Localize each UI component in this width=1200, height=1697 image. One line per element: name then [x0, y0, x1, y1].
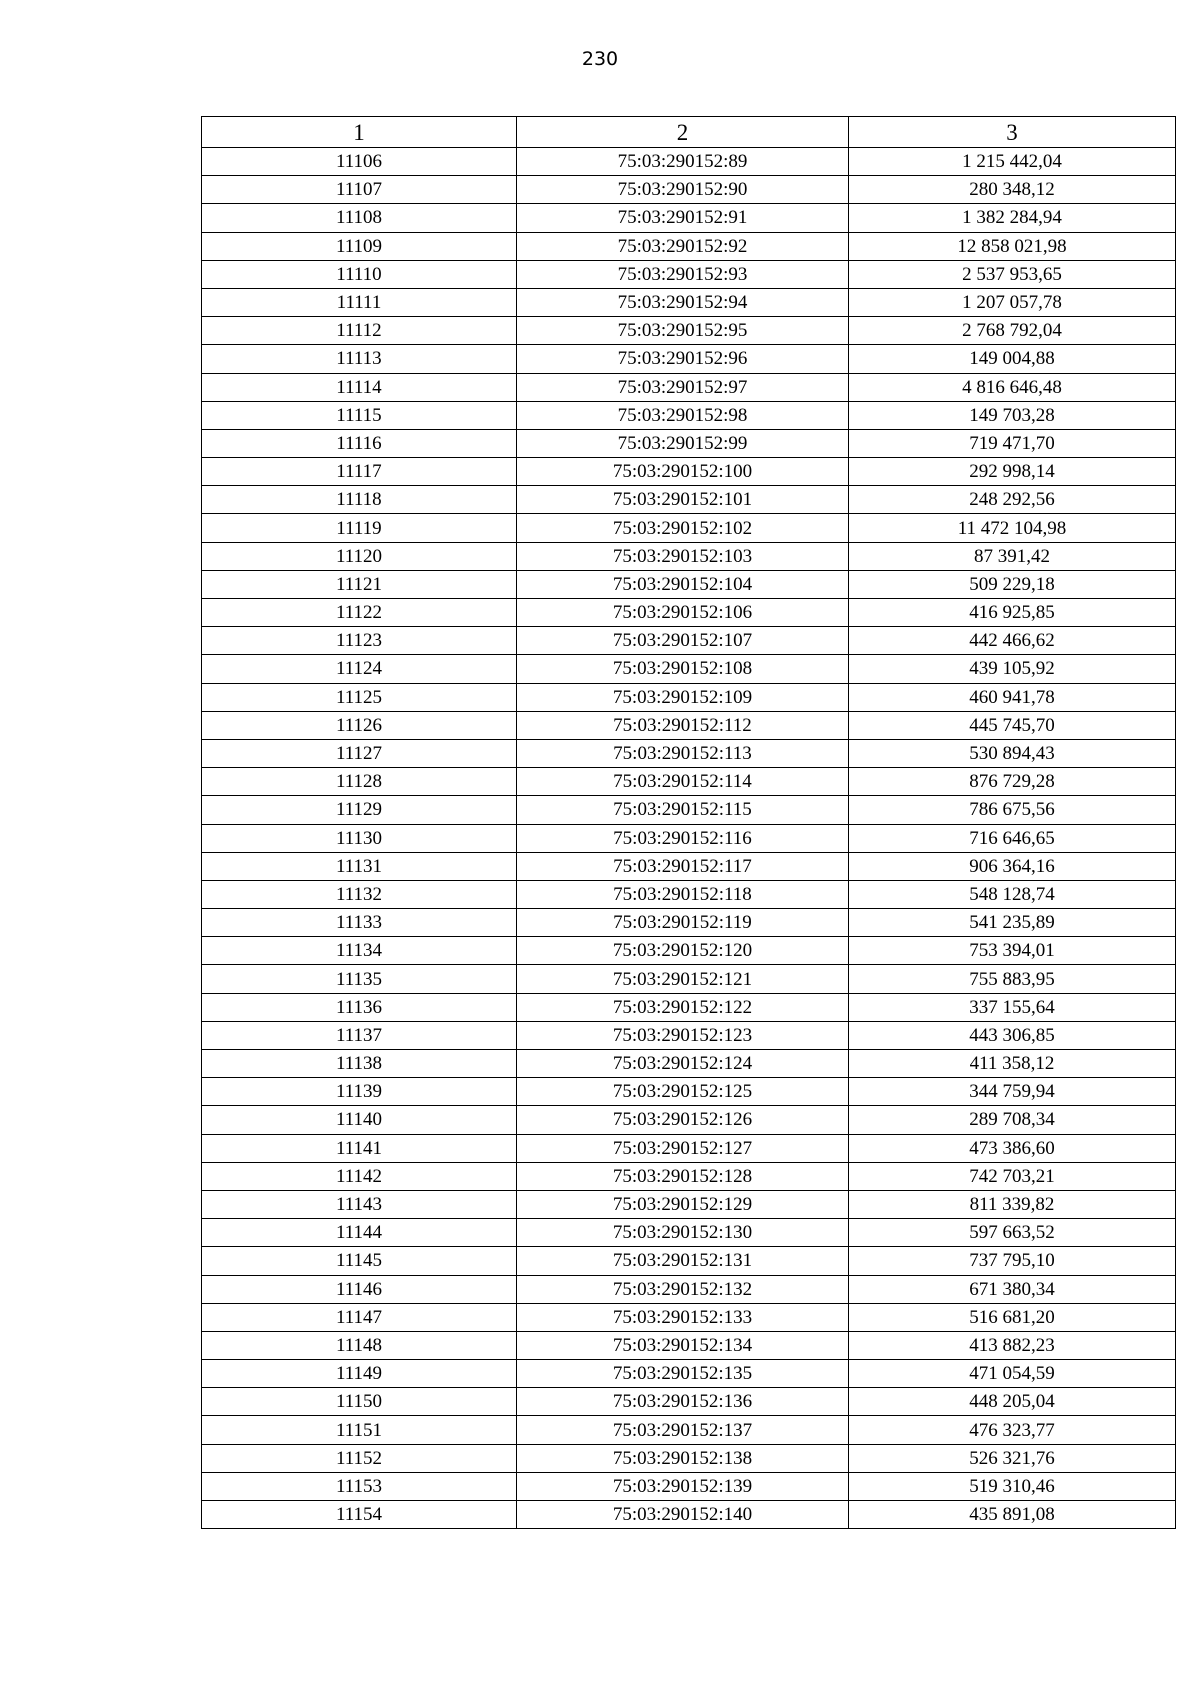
cadastral-number-cell: 75:03:290152:127 — [517, 1134, 849, 1162]
cadastral-number-cell: 75:03:290152:137 — [517, 1416, 849, 1444]
table-row — [202, 1021, 1176, 1049]
value-cell: 445 745,70 — [849, 711, 1176, 739]
value-cell: 906 364,16 — [849, 852, 1176, 880]
value-cell: 811 339,82 — [849, 1190, 1176, 1218]
row-number-cell: 11134 — [202, 937, 517, 965]
table-row — [202, 204, 1176, 232]
value-cell: 11 472 104,98 — [849, 514, 1176, 542]
table-row — [202, 570, 1176, 598]
data-table — [201, 116, 1176, 1529]
table-body — [202, 148, 1176, 1529]
table-row — [202, 852, 1176, 880]
cadastral-number-cell: 75:03:290152:133 — [517, 1303, 849, 1331]
table-row — [202, 1472, 1176, 1500]
value-cell: 526 321,76 — [849, 1444, 1176, 1472]
cadastral-number-cell: 75:03:290152:118 — [517, 880, 849, 908]
cadastral-number-cell: 75:03:290152:94 — [517, 288, 849, 316]
row-number-cell: 11143 — [202, 1190, 517, 1218]
cadastral-number-cell: 75:03:290152:132 — [517, 1275, 849, 1303]
table-row — [202, 739, 1176, 767]
value-cell: 448 205,04 — [849, 1388, 1176, 1416]
value-cell: 411 358,12 — [849, 1050, 1176, 1078]
value-cell: 1 207 057,78 — [849, 288, 1176, 316]
table-row — [202, 1501, 1176, 1529]
value-cell: 12 858 021,98 — [849, 232, 1176, 260]
cadastral-number-cell: 75:03:290152:95 — [517, 317, 849, 345]
row-number-cell: 11123 — [202, 627, 517, 655]
value-cell: 476 323,77 — [849, 1416, 1176, 1444]
row-number-cell: 11122 — [202, 599, 517, 627]
cadastral-number-cell: 75:03:290152:98 — [517, 401, 849, 429]
row-number-cell: 11131 — [202, 852, 517, 880]
table-row — [202, 965, 1176, 993]
cadastral-number-cell: 75:03:290152:102 — [517, 514, 849, 542]
page-number: 230 — [581, 48, 619, 70]
value-cell: 2 768 792,04 — [849, 317, 1176, 345]
value-cell: 519 310,46 — [849, 1472, 1176, 1500]
cadastral-number-cell: 75:03:290152:104 — [517, 570, 849, 598]
row-number-cell: 11117 — [202, 458, 517, 486]
table-row — [202, 1275, 1176, 1303]
row-number-cell: 11119 — [202, 514, 517, 542]
row-number-cell: 11109 — [202, 232, 517, 260]
cadastral-number-cell: 75:03:290152:99 — [517, 429, 849, 457]
cadastral-number-cell: 75:03:290152:140 — [517, 1501, 849, 1529]
value-cell: 1 215 442,04 — [849, 148, 1176, 176]
cadastral-number-cell: 75:03:290152:91 — [517, 204, 849, 232]
value-cell: 509 229,18 — [849, 570, 1176, 598]
cadastral-number-cell: 75:03:290152:130 — [517, 1219, 849, 1247]
value-cell: 516 681,20 — [849, 1303, 1176, 1331]
row-number-cell: 11106 — [202, 148, 517, 176]
row-number-cell: 11139 — [202, 1078, 517, 1106]
value-cell: 2 537 953,65 — [849, 260, 1176, 288]
cadastral-number-cell: 75:03:290152:135 — [517, 1360, 849, 1388]
row-number-cell: 11153 — [202, 1472, 517, 1500]
row-number-cell: 11140 — [202, 1106, 517, 1134]
cadastral-number-cell: 75:03:290152:112 — [517, 711, 849, 739]
table-header — [202, 117, 1176, 148]
row-number-cell: 11142 — [202, 1162, 517, 1190]
row-number-cell: 11145 — [202, 1247, 517, 1275]
value-cell: 716 646,65 — [849, 824, 1176, 852]
table-row — [202, 1106, 1176, 1134]
cadastral-number-cell: 75:03:290152:103 — [517, 542, 849, 570]
row-number-cell: 11144 — [202, 1219, 517, 1247]
table-row — [202, 1219, 1176, 1247]
value-cell: 289 708,34 — [849, 1106, 1176, 1134]
table-row — [202, 655, 1176, 683]
table-row — [202, 1134, 1176, 1162]
cadastral-number-cell: 75:03:290152:114 — [517, 768, 849, 796]
table-row — [202, 260, 1176, 288]
value-cell: 149 004,88 — [849, 345, 1176, 373]
value-cell: 248 292,56 — [849, 486, 1176, 514]
value-cell: 530 894,43 — [849, 739, 1176, 767]
cadastral-number-cell: 75:03:290152:126 — [517, 1106, 849, 1134]
row-number-cell: 11135 — [202, 965, 517, 993]
row-number-cell: 11136 — [202, 993, 517, 1021]
table-row — [202, 1416, 1176, 1444]
row-number-cell: 11114 — [202, 373, 517, 401]
cadastral-number-cell: 75:03:290152:90 — [517, 176, 849, 204]
value-cell: 1 382 284,94 — [849, 204, 1176, 232]
row-number-cell: 11108 — [202, 204, 517, 232]
cadastral-number-cell: 75:03:290152:109 — [517, 683, 849, 711]
value-cell: 337 155,64 — [849, 993, 1176, 1021]
table-row — [202, 345, 1176, 373]
cadastral-number-cell: 75:03:290152:119 — [517, 909, 849, 937]
table-row — [202, 1303, 1176, 1331]
value-cell: 786 675,56 — [849, 796, 1176, 824]
table-row — [202, 768, 1176, 796]
row-number-cell: 11146 — [202, 1275, 517, 1303]
value-cell: 4 816 646,48 — [849, 373, 1176, 401]
table-row — [202, 824, 1176, 852]
cadastral-number-cell: 75:03:290152:136 — [517, 1388, 849, 1416]
value-cell: 753 394,01 — [849, 937, 1176, 965]
cadastral-number-cell: 75:03:290152:129 — [517, 1190, 849, 1218]
row-number-cell: 11111 — [202, 288, 517, 316]
value-cell: 443 306,85 — [849, 1021, 1176, 1049]
cadastral-number-cell: 75:03:290152:108 — [517, 655, 849, 683]
table-row — [202, 401, 1176, 429]
value-cell: 548 128,74 — [849, 880, 1176, 908]
cadastral-number-cell: 75:03:290152:115 — [517, 796, 849, 824]
row-number-cell: 11148 — [202, 1331, 517, 1359]
row-number-cell: 11137 — [202, 1021, 517, 1049]
row-number-cell: 11138 — [202, 1050, 517, 1078]
value-cell: 471 054,59 — [849, 1360, 1176, 1388]
table-row — [202, 683, 1176, 711]
row-number-cell: 11151 — [202, 1416, 517, 1444]
row-number-cell: 11130 — [202, 824, 517, 852]
table-row — [202, 458, 1176, 486]
cadastral-number-cell: 75:03:290152:113 — [517, 739, 849, 767]
table-row — [202, 1331, 1176, 1359]
cadastral-number-cell: 75:03:290152:92 — [517, 232, 849, 260]
row-number-cell: 11124 — [202, 655, 517, 683]
table-row — [202, 232, 1176, 260]
row-number-cell: 11129 — [202, 796, 517, 824]
value-cell: 541 235,89 — [849, 909, 1176, 937]
table-row — [202, 1078, 1176, 1106]
row-number-cell: 11147 — [202, 1303, 517, 1331]
cadastral-number-cell: 75:03:290152:97 — [517, 373, 849, 401]
cadastral-number-cell: 75:03:290152:101 — [517, 486, 849, 514]
column-header-3: 3 — [849, 117, 1176, 148]
value-cell: 292 998,14 — [849, 458, 1176, 486]
cadastral-number-cell: 75:03:290152:139 — [517, 1472, 849, 1500]
cadastral-number-cell: 75:03:290152:128 — [517, 1162, 849, 1190]
row-number-cell: 11118 — [202, 486, 517, 514]
value-cell: 719 471,70 — [849, 429, 1176, 457]
value-cell: 742 703,21 — [849, 1162, 1176, 1190]
table-row — [202, 937, 1176, 965]
value-cell: 460 941,78 — [849, 683, 1176, 711]
cadastral-number-cell: 75:03:290152:125 — [517, 1078, 849, 1106]
value-cell: 442 466,62 — [849, 627, 1176, 655]
cadastral-number-cell: 75:03:290152:106 — [517, 599, 849, 627]
cadastral-number-cell: 75:03:290152:138 — [517, 1444, 849, 1472]
table-header-row — [202, 117, 1176, 148]
table-row — [202, 627, 1176, 655]
value-cell: 737 795,10 — [849, 1247, 1176, 1275]
row-number-cell: 11128 — [202, 768, 517, 796]
table-row — [202, 542, 1176, 570]
table-row — [202, 317, 1176, 345]
value-cell: 671 380,34 — [849, 1275, 1176, 1303]
table-row — [202, 993, 1176, 1021]
row-number-cell: 11149 — [202, 1360, 517, 1388]
table-row — [202, 1360, 1176, 1388]
row-number-cell: 11154 — [202, 1501, 517, 1529]
row-number-cell: 11125 — [202, 683, 517, 711]
table-row — [202, 1444, 1176, 1472]
column-header-2: 2 — [517, 117, 849, 148]
value-cell: 149 703,28 — [849, 401, 1176, 429]
cadastral-number-cell: 75:03:290152:100 — [517, 458, 849, 486]
cadastral-number-cell: 75:03:290152:96 — [517, 345, 849, 373]
value-cell: 876 729,28 — [849, 768, 1176, 796]
row-number-cell: 11152 — [202, 1444, 517, 1472]
table-row — [202, 1162, 1176, 1190]
value-cell: 755 883,95 — [849, 965, 1176, 993]
value-cell: 280 348,12 — [849, 176, 1176, 204]
cadastral-number-cell: 75:03:290152:123 — [517, 1021, 849, 1049]
cadastral-number-cell: 75:03:290152:134 — [517, 1331, 849, 1359]
cadastral-number-cell: 75:03:290152:116 — [517, 824, 849, 852]
value-cell: 344 759,94 — [849, 1078, 1176, 1106]
table-row — [202, 1190, 1176, 1218]
table-row — [202, 148, 1176, 176]
cadastral-number-cell: 75:03:290152:89 — [517, 148, 849, 176]
cadastral-number-cell: 75:03:290152:117 — [517, 852, 849, 880]
table-row — [202, 880, 1176, 908]
value-cell: 473 386,60 — [849, 1134, 1176, 1162]
row-number-cell: 11150 — [202, 1388, 517, 1416]
row-number-cell: 11132 — [202, 880, 517, 908]
value-cell: 416 925,85 — [849, 599, 1176, 627]
value-cell: 435 891,08 — [849, 1501, 1176, 1529]
row-number-cell: 11112 — [202, 317, 517, 345]
table-row — [202, 796, 1176, 824]
row-number-cell: 11120 — [202, 542, 517, 570]
value-cell: 439 105,92 — [849, 655, 1176, 683]
cadastral-number-cell: 75:03:290152:93 — [517, 260, 849, 288]
value-cell: 413 882,23 — [849, 1331, 1176, 1359]
table-row — [202, 486, 1176, 514]
row-number-cell: 11110 — [202, 260, 517, 288]
cadastral-number-cell: 75:03:290152:120 — [517, 937, 849, 965]
cadastral-number-cell: 75:03:290152:107 — [517, 627, 849, 655]
table-row — [202, 373, 1176, 401]
row-number-cell: 11121 — [202, 570, 517, 598]
table-row — [202, 288, 1176, 316]
row-number-cell: 11107 — [202, 176, 517, 204]
row-number-cell: 11126 — [202, 711, 517, 739]
row-number-cell: 11116 — [202, 429, 517, 457]
table-row — [202, 909, 1176, 937]
cadastral-number-cell: 75:03:290152:124 — [517, 1050, 849, 1078]
table-row — [202, 1050, 1176, 1078]
table-row — [202, 514, 1176, 542]
table-row — [202, 1388, 1176, 1416]
table-row — [202, 429, 1176, 457]
row-number-cell: 11115 — [202, 401, 517, 429]
cadastral-number-cell: 75:03:290152:131 — [517, 1247, 849, 1275]
column-header-1: 1 — [202, 117, 517, 148]
value-cell: 597 663,52 — [849, 1219, 1176, 1247]
value-cell: 87 391,42 — [849, 542, 1176, 570]
table-row — [202, 711, 1176, 739]
row-number-cell: 11141 — [202, 1134, 517, 1162]
table-row — [202, 599, 1176, 627]
row-number-cell: 11113 — [202, 345, 517, 373]
row-number-cell: 11127 — [202, 739, 517, 767]
table-row — [202, 1247, 1176, 1275]
cadastral-number-cell: 75:03:290152:121 — [517, 965, 849, 993]
table-row — [202, 176, 1176, 204]
row-number-cell: 11133 — [202, 909, 517, 937]
cadastral-number-cell: 75:03:290152:122 — [517, 993, 849, 1021]
